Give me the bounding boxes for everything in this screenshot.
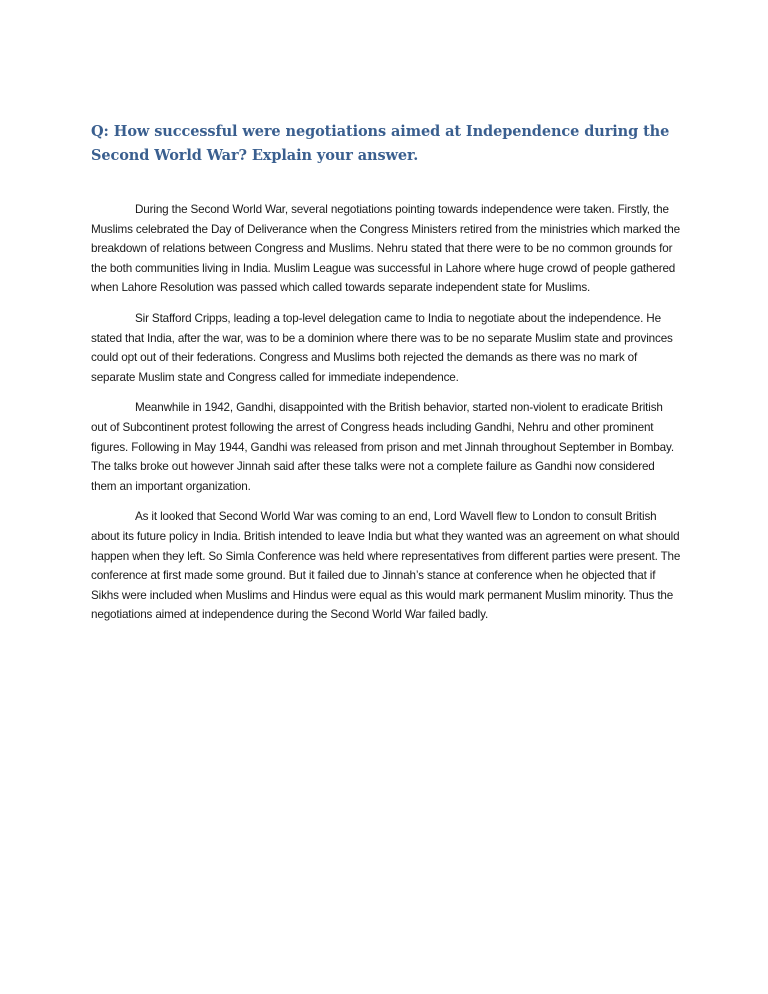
question-heading: Q: How successful were negotiations aimed at Independence during the Second World War? Explain your answer.	[91, 123, 670, 164]
answer-body	[91, 200, 681, 636]
paragraph-gandhi-jinnah-talks: Meanwhile in 1942, Gandhi, disappointed with the British behavior, started non-violent to eradicate British out of Subcontinent protest following the arrest of Congress heads including Gandhi, Nehru and other prominent figures. Following in May 1944, Gandhi was released from prison and met Jinnah throughout September in Bombay. The talks broke out however Jinnah said after these talks were not a complete failure as Gandhi now considered them an important organization.	[91, 401, 674, 493]
paragraph-day-of-deliverance: During the Second World War, several negotiations pointing towards independence were taken. Firstly, the Muslims celebrated the Day of Deliverance when the Congress Ministers retired from the ministries which marked the breakdown of relations between Congress and Muslims. Nehru stated that there were to be no common grounds for the both communities living in India. Muslim League was successful in Lahore where huge crowd of people gathered when Lahore Resolution was passed which called towards separate independent state for Muslims.	[91, 203, 680, 295]
paragraph-simla-conference: As it looked that Second World War was coming to an end, Lord Wavell flew to London to consult British about its future policy in India. British intended to leave India but what they wanted was an agreement on what should happen when they left. So Simla Conference was held where representatives from different parties were present. The conference at first made some ground. But it failed due to Jinnah’s stance at conference when he objected that if Sikhs were included when Muslims and Hindus were equal as this would mark permanent Muslim minority. Thus the negotiations aimed at independence during the Second World War failed badly.	[91, 510, 681, 622]
paragraph-cripps-mission: Sir Stafford Cripps, leading a top-level delegation came to India to negotiate about the independence. He stated that India, after the war, was to be a dominion where there was to be no separate Muslim state and provinces could opt out of their federations. Congress and Muslims both rejected the demands as there was no mark of separate Muslim state and Congress called for immediate independence.	[91, 311, 673, 384]
